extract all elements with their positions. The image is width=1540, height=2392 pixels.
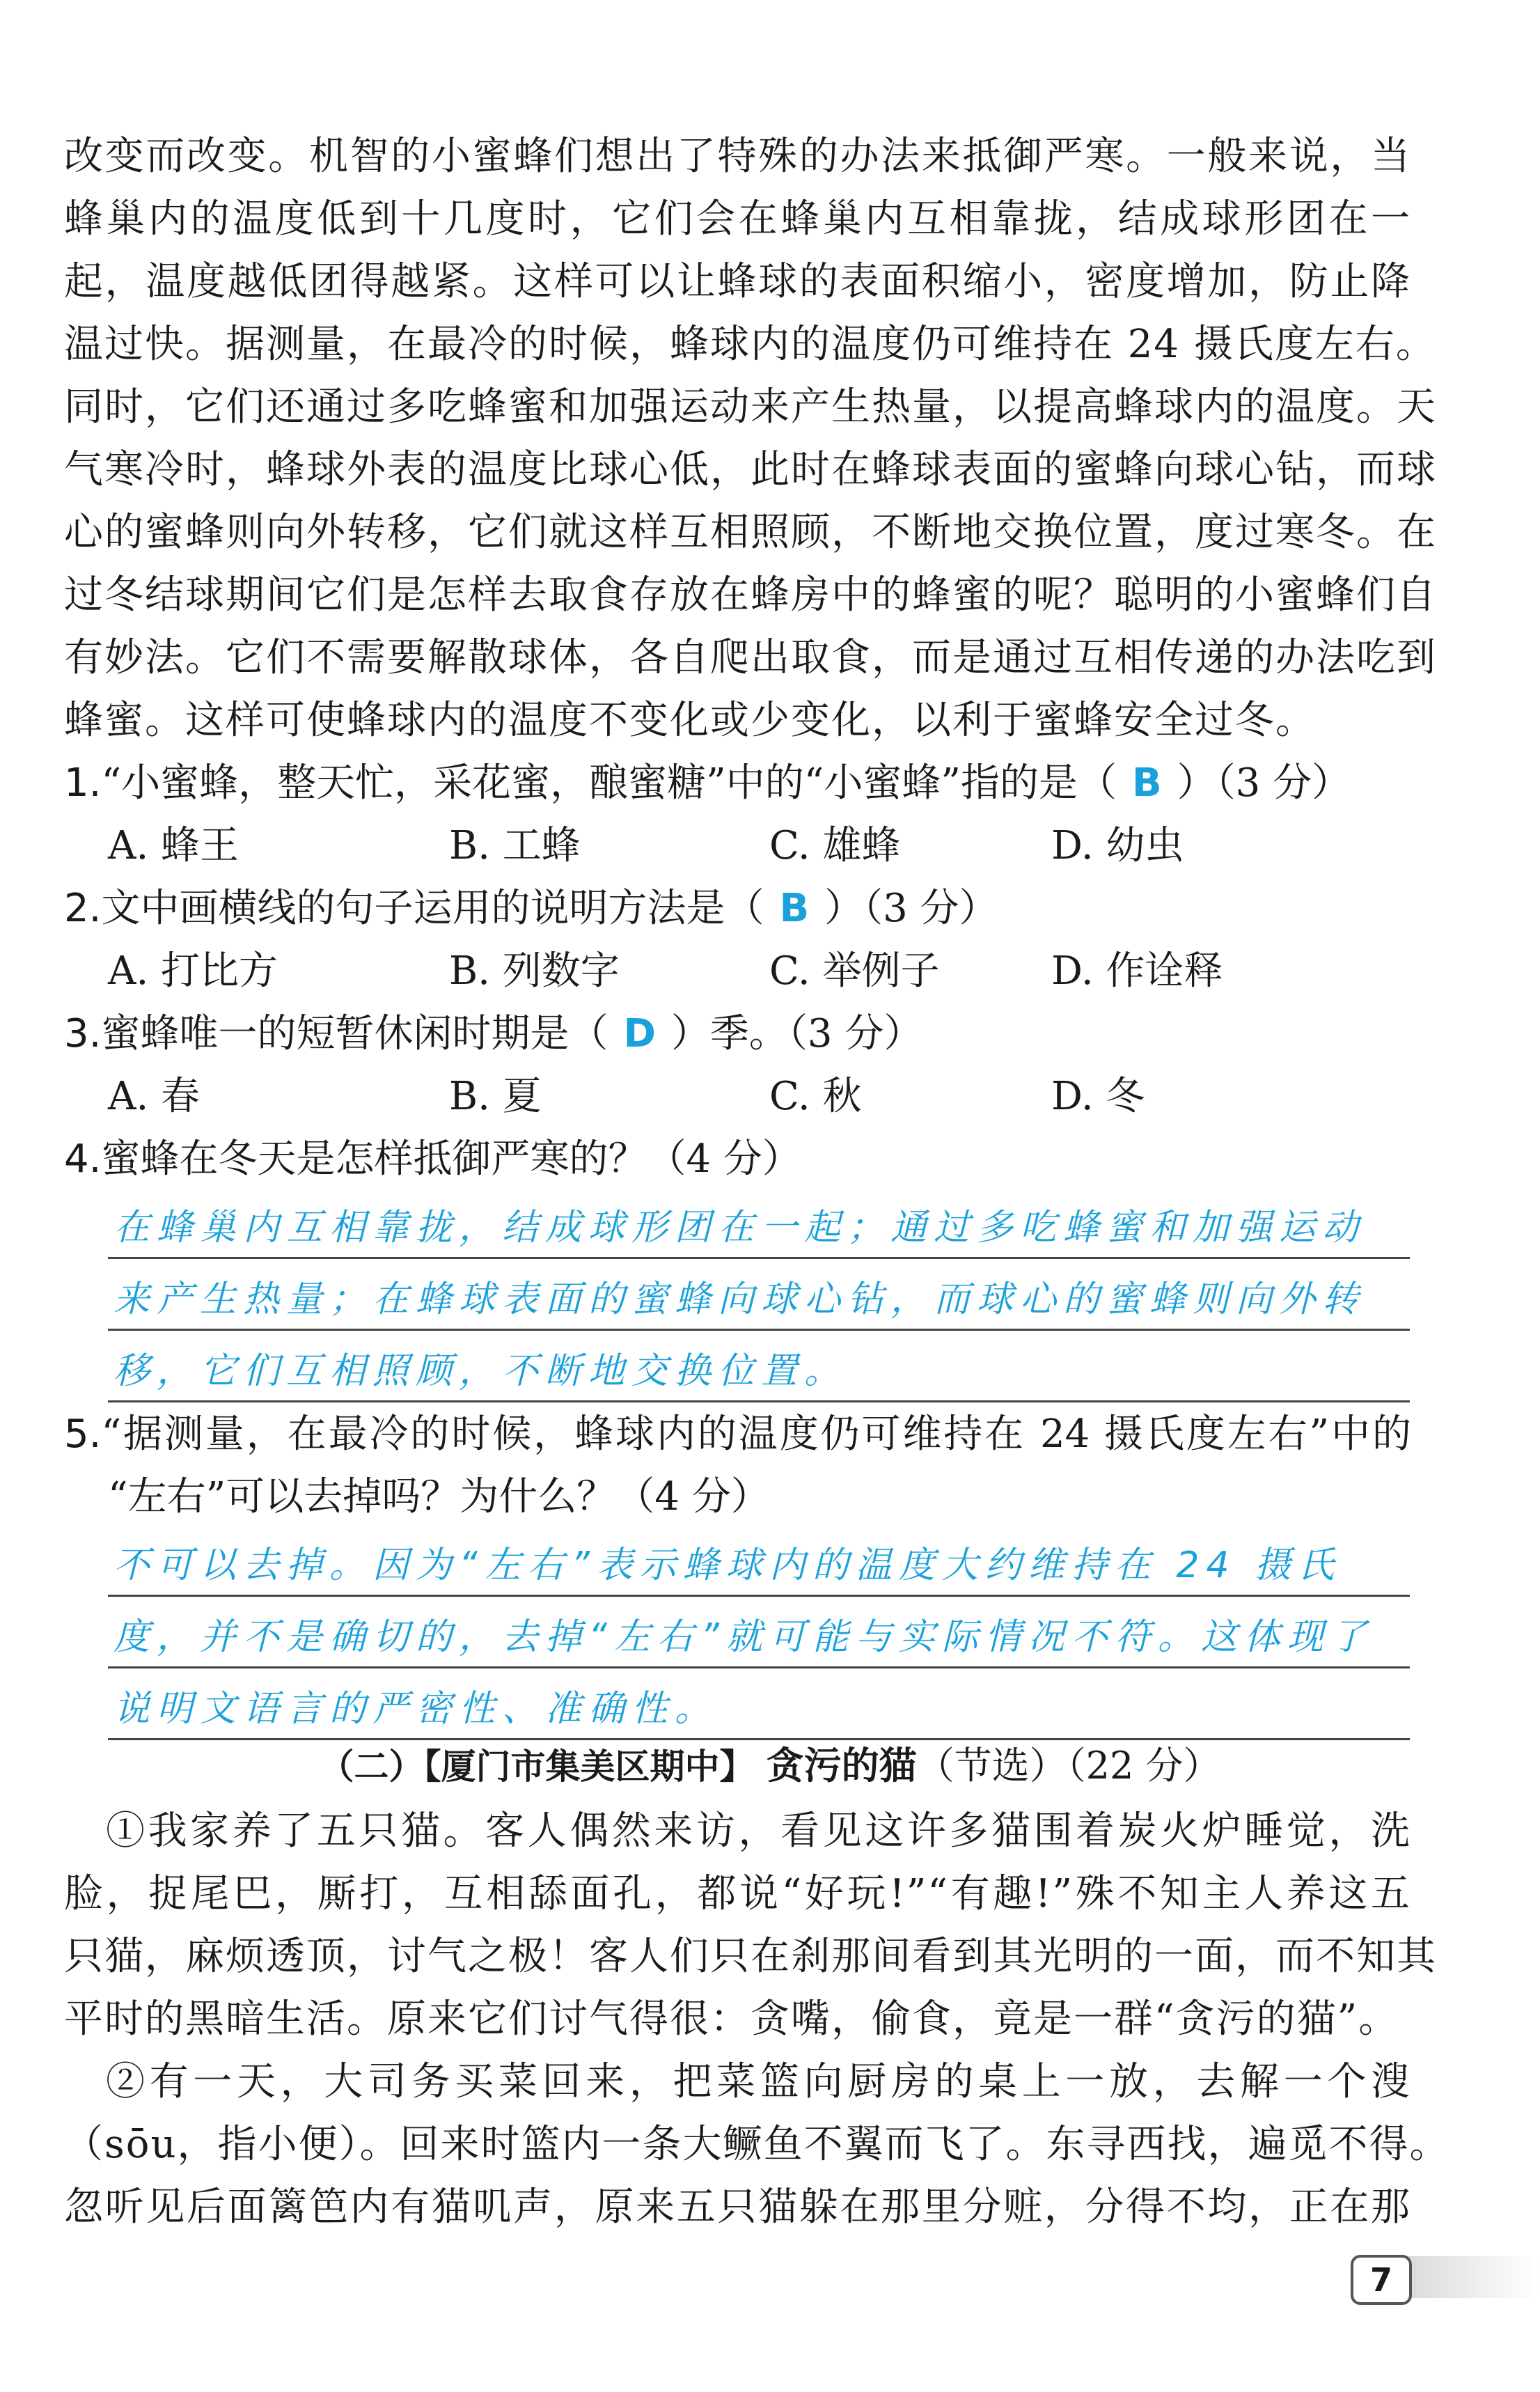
- section-source: 【厦门市集美区期中】: [423, 1746, 755, 1787]
- question-2: [64, 877, 1411, 940]
- answer-line: [108, 1668, 1410, 1740]
- answer-text: 不可以去掉。因为“左右”表示蜂球内的温度大约维持在 24 摄氏: [113, 1545, 1342, 1586]
- option-b: B. 列数字: [449, 948, 620, 994]
- section-number: （二）: [319, 1746, 424, 1787]
- passage-line: 起，温度越低团得越紧。这样可以让蜂球的表面积缩小，密度增加，防止降: [64, 259, 1411, 304]
- answer-line: [108, 1525, 1410, 1597]
- question-number: 5.: [64, 1412, 102, 1457]
- answer-choice: B: [1131, 760, 1162, 806]
- question-stem: “左右”可以去掉吗？为什么？（4 分）: [108, 1474, 770, 1519]
- passage-line: 蜂蜜。这样可使蜂球内的温度不变化或少变化，以利于蜜蜂安全过冬。: [64, 698, 1316, 743]
- answer-line: [108, 1187, 1410, 1259]
- section-note: （节选）（22 分）: [916, 1744, 1221, 1788]
- question-4-answer-area: [108, 1187, 1410, 1402]
- option-c: C. 举例子: [769, 948, 940, 994]
- question-3-options: [108, 1065, 1403, 1128]
- section-title: 贪污的猫: [766, 1743, 917, 1788]
- option-b: B. 夏: [449, 1074, 542, 1119]
- passage-line: ①我家养了五只猫。客人偶然来访，看见这许多猫围着炭火炉睡觉，洗: [106, 1808, 1411, 1854]
- answer-choice: B: [779, 886, 810, 931]
- question-1-options: [108, 815, 1403, 877]
- question-stem: “小蜜蜂，整天忙，采花蜜，酿蜜糖”中的“小蜜蜂”指的是（: [101, 760, 1117, 806]
- question-5-stem-continued: [108, 1466, 1455, 1529]
- answer-line: [108, 1259, 1410, 1331]
- passage-line: 只猫，麻烦透顶，讨气之极！客人们只在刹那间看到其光明的一面，而不知其: [64, 1934, 1437, 1979]
- passage-line: 脸，捉尾巴，厮打，互相舔面孔，都说“好玩!”“有趣!”殊不知主人养这五: [64, 1871, 1411, 1916]
- answer-text: 说明文语言的严密性、准确性。: [113, 1688, 718, 1730]
- question-4: [64, 1128, 1411, 1191]
- question-score: ）（3 分）: [824, 886, 998, 931]
- passage-greedy-cat: [64, 1800, 1450, 2239]
- question-number: 1.: [64, 760, 102, 806]
- passage-line: 同时，它们还通过多吃蜂蜜和加强运动来产生热量，以提高蜂球内的温度。天: [64, 384, 1437, 430]
- answer-line: [108, 1597, 1410, 1668]
- option-a: A. 春: [108, 1074, 201, 1119]
- passage-line: （sōu，指小便）。回来时篮内一条大鳜鱼不翼而飞了。东寻西找，遍觅不得。: [64, 2122, 1450, 2167]
- passage-line: 蜂巢内的温度低到十几度时，它们会在蜂巢内互相靠拢，结成球形团在一: [64, 196, 1411, 242]
- question-stem: 文中画横线的句子运用的说明方法是（: [101, 886, 764, 931]
- question-stem: 蜜蜂在冬天是怎样抵御严寒的？（4 分）: [101, 1136, 801, 1182]
- option-a: A. 打比方: [108, 948, 278, 994]
- passage-line: 忽听见后面篱笆内有猫叽声，原来五只猫躲在那里分赃，分得不均，正在那: [64, 2184, 1411, 2230]
- answer-text: 移，它们互相照顾，不断地交换位置。: [113, 1350, 848, 1392]
- question-number: 3.: [64, 1011, 102, 1056]
- passage-line: 心的蜜蜂则向外转移，它们就这样互相照顾，不断地交换位置，度过寒冬。在: [64, 510, 1437, 555]
- question-stem: “据测量，在最冷的时候，蜂球内的温度仍可维持在 24 摄氏度左右”中的: [101, 1412, 1411, 1457]
- question-3: [64, 1003, 1411, 1065]
- passage-line: 过冬结球期间它们是怎样去取食存放在蜂房中的蜂蜜的呢？聪明的小蜜蜂们自: [64, 572, 1437, 618]
- question-5: [64, 1403, 1411, 1466]
- option-c: C. 雄蜂: [769, 823, 901, 868]
- passage-line: 平时的黑暗生活。原来它们讨气得很：贪嘴，偷食，竟是一群“贪污的猫”。: [64, 1996, 1399, 2042]
- option-d: D. 作诠释: [1051, 948, 1223, 994]
- question-stem: 蜜蜂唯一的短暂休闲时期是（: [101, 1011, 608, 1056]
- option-d: D. 冬: [1051, 1074, 1145, 1119]
- passage-line: 改变而改变。机智的小蜜蜂们想出了特殊的办法来抵御严寒。一般来说，当: [64, 134, 1411, 179]
- passage-line: 有妙法。它们不需要解散球体，各自爬出取食，而是通过互相传递的办法吃到: [64, 635, 1437, 680]
- question-1: [64, 752, 1411, 815]
- passage-continuation: [64, 125, 1437, 752]
- option-b: B. 工蜂: [449, 823, 581, 868]
- question-score: ）（3 分）: [1177, 760, 1351, 806]
- passage-line: 温过快。据测量，在最冷的时候，蜂球内的温度仍可维持在 24 摄氏度左右。: [64, 322, 1436, 367]
- question-number: 4.: [64, 1136, 102, 1182]
- answer-text: 来产生热量；在蜂球表面的蜜蜂向球心钻，而球心的蜜蜂则向外转: [113, 1279, 1366, 1320]
- answer-line: [108, 1331, 1410, 1402]
- question-5-answer-area: [108, 1525, 1410, 1740]
- passage-line: ②有一天，大司务买菜回来，把菜篮向厨房的桌上一放，去解一个溲: [106, 2059, 1411, 2104]
- option-d: D. 幼虫: [1051, 823, 1184, 868]
- passage-line: 气寒冷时，蜂球外表的温度比球心低，此时在蜂球表面的蜜蜂向球心钻，而球: [64, 447, 1437, 492]
- question-score: ）季。（3 分）: [670, 1011, 923, 1056]
- option-a: A. 蜂王: [108, 823, 239, 868]
- question-2-options: [108, 940, 1403, 1003]
- answer-choice: D: [623, 1011, 656, 1056]
- answer-text: 度，并不是确切的，去掉“左右”就可能与实际情况不符。这体现了: [113, 1616, 1374, 1658]
- page-number: 7: [1351, 2255, 1412, 2305]
- option-c: C. 秋: [769, 1074, 862, 1119]
- section-heading: [0, 1734, 1540, 1798]
- question-number: 2.: [64, 886, 102, 931]
- answer-text: 在蜂巢内互相靠拢，结成球形团在一起；通过多吃蜂蜜和加强运动: [113, 1207, 1366, 1249]
